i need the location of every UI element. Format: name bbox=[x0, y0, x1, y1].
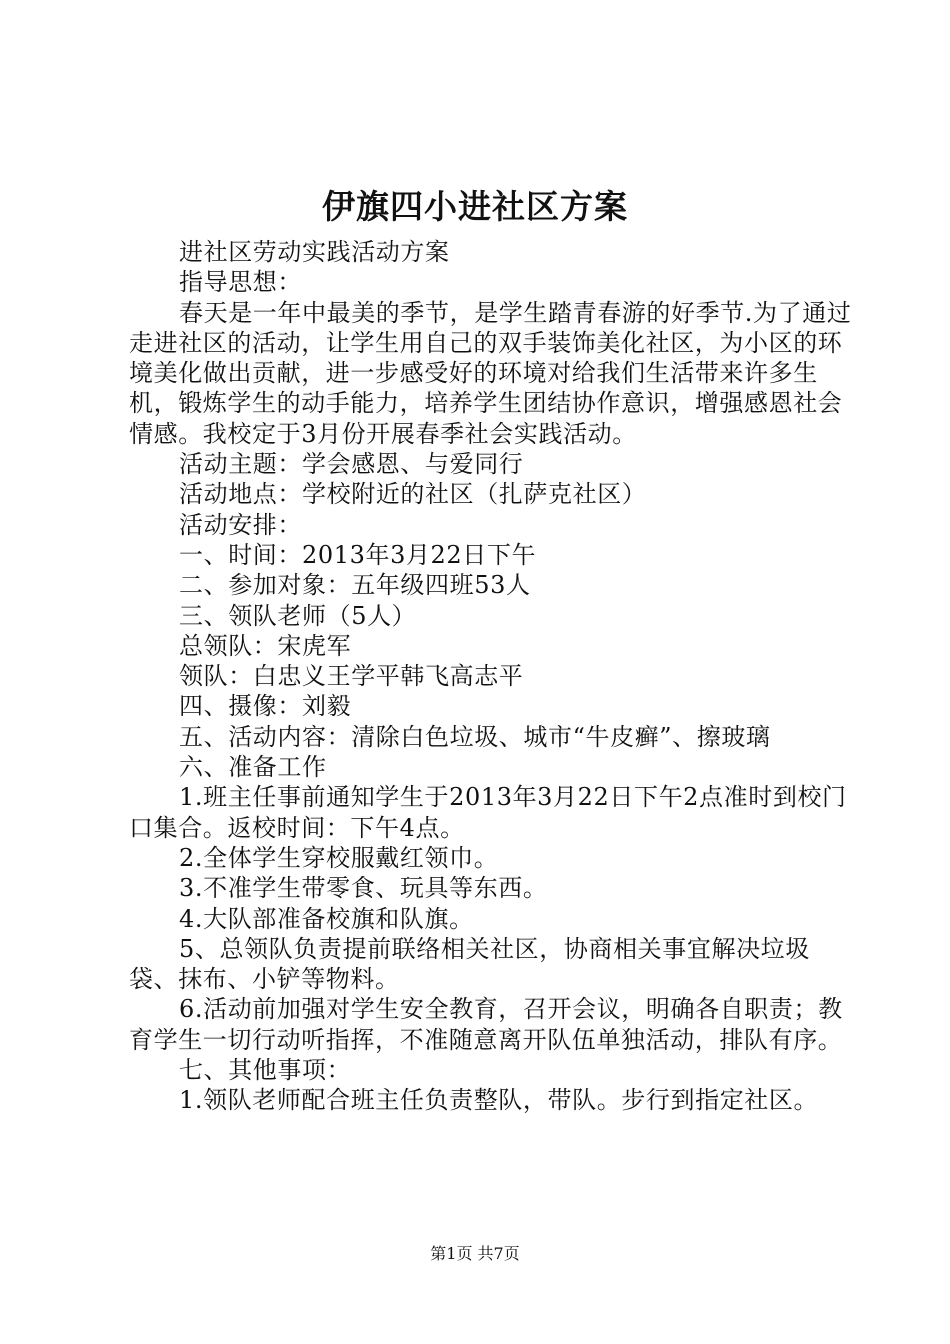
paragraph: 二、参加对象：五年级四班53人 bbox=[179, 571, 531, 600]
paragraph: 4.大队部准备校旗和队旗。 bbox=[179, 904, 474, 933]
paragraph: 3.不准学生带零食、玩具等东西。 bbox=[179, 874, 548, 903]
paragraph: 1.领队老师配合班主任负责整队，带队。步行到指定社区。 bbox=[179, 1086, 819, 1115]
paragraph: 总领队：宋虎军 bbox=[179, 631, 352, 660]
paragraph: 六、准备工作 bbox=[179, 753, 327, 782]
page-number-footer: 第1页 共7页 bbox=[430, 1244, 520, 1263]
paragraph: 1.班主任事前通知学生于2013年3月22日下午2点准时到校门口集合。返校时间：下午4点。 bbox=[129, 783, 847, 842]
paragraph: 6.活动前加强对学生安全教育，召开会议，明确各自职责；教育学生一切行动听指挥，不准随意离开队伍单独活动，排队有序。 bbox=[129, 995, 843, 1054]
paragraph: 五、活动内容：清除白色垃圾、城市“牛皮癣”、擦玻璃 bbox=[179, 722, 771, 751]
paragraph: 活动主题：学会感恩、与爱同行 bbox=[179, 450, 524, 479]
paragraph: 指导思想： bbox=[179, 268, 302, 297]
paragraph: 七、其他事项： bbox=[179, 1056, 352, 1085]
paragraph: 一、时间：2013年3月22日下午 bbox=[179, 540, 537, 569]
paragraph: 2.全体学生穿校服戴红领巾。 bbox=[179, 843, 499, 872]
paragraph: 领队：白忠义王学平韩飞高志平 bbox=[179, 662, 524, 691]
paragraph: 春天是一年中最美的季节，是学生踏青春游的好季节.为了通过走进社区的活动，让学生用自己的双手装饰美化社区，为小区的环境美化做出贡献，进一步感受好的环境对给我们生活带来许多生机，锻炼学生的动手能力，培养学生团结协作意识，增强感恩社会情感。我校定于3月份开展春季社会实践活动。 bbox=[129, 298, 852, 448]
paragraph: 活动安排： bbox=[179, 510, 302, 539]
document-title: 伊旗四小进社区方案 bbox=[322, 187, 628, 226]
paragraph: 四、摄像：刘毅 bbox=[179, 692, 352, 721]
document-body bbox=[129, 237, 853, 1116]
paragraph: 进社区劳动实践活动方案 bbox=[179, 238, 450, 266]
paragraph: 活动地点：学校附近的社区（扎萨克社区） bbox=[179, 480, 647, 509]
paragraph: 三、领队老师（5人） bbox=[179, 601, 417, 630]
paragraph: 5、总领队负责提前联络相关社区，协商相关事宜解决垃圾袋、抹布、小铲等物料。 bbox=[129, 934, 810, 994]
